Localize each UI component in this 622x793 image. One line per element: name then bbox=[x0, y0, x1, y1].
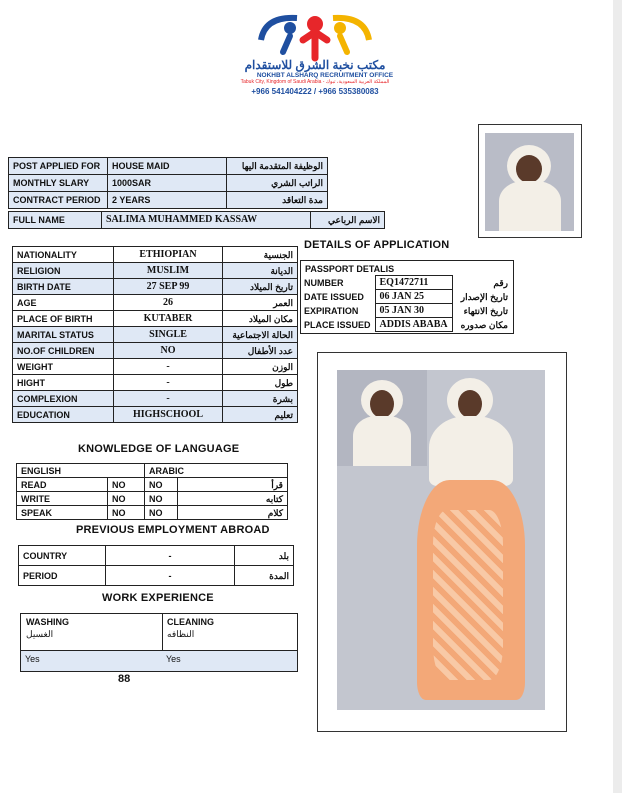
personal-label: NO.OF CHILDREN bbox=[13, 343, 114, 359]
personal-label-ar: مكان الميلاد bbox=[223, 311, 298, 327]
language-arabic: NO bbox=[145, 478, 178, 492]
work-label-ar: النظافه bbox=[167, 629, 195, 639]
language-col-arabic: ARABIC bbox=[145, 464, 288, 478]
personal-label: BIRTH DATE bbox=[13, 279, 114, 295]
language-row bbox=[17, 506, 288, 520]
language-col-english: ENGLISH bbox=[17, 464, 145, 478]
personal-label-ar: تاريخ الميلاد bbox=[223, 279, 298, 295]
language-english: NO bbox=[108, 478, 145, 492]
job-row bbox=[9, 192, 328, 209]
reference-number: 88 bbox=[118, 673, 131, 685]
personal-row bbox=[13, 343, 298, 359]
language-english: NO bbox=[108, 492, 145, 506]
language-english: NO bbox=[108, 506, 145, 520]
work-title: WORK EXPERIENCE bbox=[102, 592, 214, 604]
agency-name-ar: مكتب نخبة الشرق للاستقدام bbox=[244, 58, 386, 72]
passport-label: DATE ISSUED bbox=[304, 291, 364, 302]
work-value: Yes bbox=[162, 650, 297, 671]
previous-label: COUNTRY bbox=[19, 546, 106, 566]
language-header-row bbox=[17, 464, 288, 478]
job-value: HOUSE MAID bbox=[108, 158, 227, 175]
details-title: DETAILS OF APPLICATION bbox=[304, 239, 450, 251]
fullname-label: FULL NAME bbox=[9, 212, 102, 229]
personal-row bbox=[13, 247, 298, 263]
personal-row bbox=[13, 295, 298, 311]
personal-label-ar: الوزن bbox=[223, 359, 298, 375]
passport-value: 06 JAN 25 bbox=[375, 290, 452, 304]
passport-photo-frame bbox=[478, 124, 582, 238]
previous-label: PERIOD bbox=[19, 566, 106, 586]
language-arabic: NO bbox=[145, 506, 178, 520]
passport-row bbox=[300, 318, 512, 332]
agency-phones: +966 541404222 / +966 535380083 bbox=[251, 87, 379, 96]
language-row bbox=[17, 478, 288, 492]
job-label-ar: مدة التعاقد bbox=[227, 192, 328, 209]
personal-label: NATIONALITY bbox=[13, 247, 114, 263]
passport-row bbox=[300, 276, 512, 290]
personal-value: - bbox=[114, 391, 223, 407]
previous-value: - bbox=[106, 546, 235, 566]
language-title: KNOWLEDGE OF LANGUAGE bbox=[78, 443, 240, 455]
personal-value: 26 bbox=[114, 295, 223, 311]
agency-address: Tabuk City, Kingdom of Saudi Arabia - المملكة العربية السعودية، تبوك bbox=[240, 79, 390, 85]
passport-label-ar: تاريخ الإصدار bbox=[460, 291, 508, 302]
previous-table bbox=[18, 545, 294, 586]
personal-value: MUSLIM bbox=[114, 263, 223, 279]
passport-table bbox=[300, 275, 512, 332]
previous-row bbox=[19, 566, 294, 586]
job-label-ar: الراتب الشري bbox=[227, 175, 328, 192]
job-label: CONTRACT PERIOD bbox=[9, 192, 108, 209]
personal-value: NO bbox=[114, 343, 223, 359]
personal-value: 27 SEP 99 bbox=[114, 279, 223, 295]
job-label-ar: الوظيفة المتقدمة اليها bbox=[227, 158, 328, 175]
passport-value: EQ1472711 bbox=[375, 276, 452, 290]
personal-row bbox=[13, 359, 298, 375]
job-label: MONTHLY SLARY bbox=[9, 175, 108, 192]
personal-label: RELIGION bbox=[13, 263, 114, 279]
passport-label: NUMBER bbox=[304, 277, 344, 288]
passport-row bbox=[300, 290, 512, 304]
personal-label: HIGHT bbox=[13, 375, 114, 391]
job-label: POST APPLIED FOR bbox=[9, 158, 108, 175]
personal-label-ar: عدد الأطفال bbox=[223, 343, 298, 359]
passport-label-ar: رقم bbox=[493, 277, 508, 288]
passport-label-ar: تاريخ الانتهاء bbox=[463, 305, 508, 316]
previous-row bbox=[19, 546, 294, 566]
language-arabic: NO bbox=[145, 492, 178, 506]
personal-value: SINGLE bbox=[114, 327, 223, 343]
previous-label-ar: بلد bbox=[235, 546, 294, 566]
personal-label-ar: العمر bbox=[223, 295, 298, 311]
previous-label-ar: المدة bbox=[235, 566, 294, 586]
language-table bbox=[16, 463, 288, 520]
personal-row bbox=[13, 279, 298, 295]
agency-name-en: NOKHBT ALSHARQ RECRUITMENT OFFICE bbox=[256, 72, 394, 79]
passport-label: PLACE ISSUED bbox=[304, 319, 371, 330]
job-row bbox=[9, 158, 328, 175]
passport-photo bbox=[485, 133, 574, 231]
personal-row bbox=[13, 263, 298, 279]
personal-label: AGE bbox=[13, 295, 114, 311]
language-row bbox=[17, 492, 288, 506]
language-label-ar: كتابه bbox=[178, 492, 288, 506]
job-table bbox=[8, 157, 328, 209]
previous-title: PREVIOUS EMPLOYMENT ABROAD bbox=[76, 524, 270, 536]
passport-value: ADDIS ABABA bbox=[375, 318, 452, 332]
work-item-washing bbox=[21, 614, 163, 671]
fullname-table bbox=[8, 211, 385, 229]
work-item-cleaning bbox=[162, 614, 297, 671]
full-photo bbox=[337, 370, 545, 710]
personal-label-ar: الديانة bbox=[223, 263, 298, 279]
fullname-label-ar: الاسم الرباعي bbox=[311, 212, 385, 229]
personal-value: ETHIOPIAN bbox=[114, 247, 223, 263]
language-label-ar: كلام bbox=[178, 506, 288, 520]
work-label: WASHING bbox=[26, 617, 70, 627]
language-label: SPEAK bbox=[17, 506, 108, 520]
personal-value: - bbox=[114, 375, 223, 391]
passport-label-ar: مكان صدوره bbox=[460, 319, 508, 330]
fullname-value: SALIMA MUHAMMED KASSAW bbox=[102, 212, 311, 229]
passport-value: 05 JAN 30 bbox=[375, 304, 452, 318]
personal-row bbox=[13, 407, 298, 423]
personal-value: HIGHSCHOOL bbox=[114, 407, 223, 423]
personal-value: - bbox=[114, 359, 223, 375]
personal-label: WEIGHT bbox=[13, 359, 114, 375]
work-value: Yes bbox=[21, 650, 162, 671]
language-label: READ bbox=[17, 478, 108, 492]
passport-label: EXPIRATION bbox=[304, 305, 359, 316]
full-photo-frame bbox=[317, 352, 567, 732]
personal-label: COMPLEXION bbox=[13, 391, 114, 407]
personal-row bbox=[13, 327, 298, 343]
personal-table bbox=[12, 246, 298, 423]
passport-title: PASSPORT DETALIS bbox=[305, 264, 395, 274]
work-label: CLEANING bbox=[167, 617, 214, 627]
personal-label-ar: تعليم bbox=[223, 407, 298, 423]
work-label-ar: الغسيل bbox=[26, 629, 54, 639]
personal-label-ar: طول bbox=[223, 375, 298, 391]
language-label: WRITE bbox=[17, 492, 108, 506]
agency-logo bbox=[255, 10, 375, 65]
personal-label: EDUCATION bbox=[13, 407, 114, 423]
personal-row bbox=[13, 311, 298, 327]
passport-row bbox=[300, 304, 512, 318]
job-row bbox=[9, 175, 328, 192]
personal-label: PLACE OF BIRTH bbox=[13, 311, 114, 327]
personal-row bbox=[13, 375, 298, 391]
personal-label-ar: بشرة bbox=[223, 391, 298, 407]
personal-value: KUTABER bbox=[114, 311, 223, 327]
personal-label-ar: الحالة الاجتماعية bbox=[223, 327, 298, 343]
job-value: 1000SAR bbox=[108, 175, 227, 192]
personal-label-ar: الجنسية bbox=[223, 247, 298, 263]
personal-row bbox=[13, 391, 298, 407]
previous-value: - bbox=[106, 566, 235, 586]
work-box bbox=[20, 613, 298, 672]
language-label-ar: قرأ bbox=[178, 478, 288, 492]
job-value: 2 YEARS bbox=[108, 192, 227, 209]
logo-icon bbox=[255, 10, 375, 65]
fullname-row bbox=[9, 212, 385, 229]
personal-label: MARITAL STATUS bbox=[13, 327, 114, 343]
